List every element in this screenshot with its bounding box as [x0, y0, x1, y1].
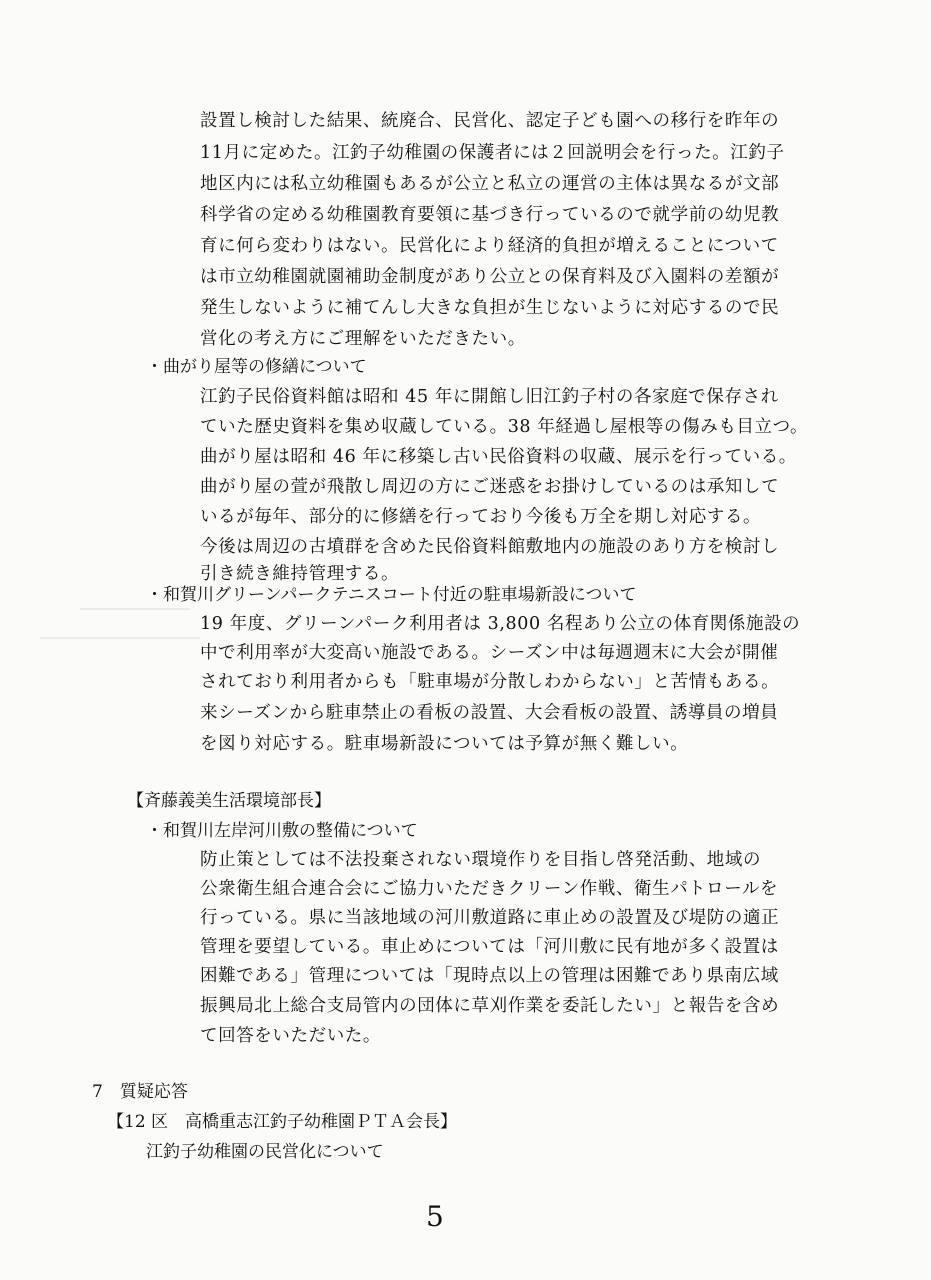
topic-heading: ・曲がり屋等の修繕について — [146, 357, 367, 377]
body-line: 困難である」管理については「現時点以上の管理は困難であり県南広域 — [200, 966, 779, 986]
body-line: 設置し検討した結果、統廃合、民営化、認定子ども園への移行を昨年の — [200, 111, 780, 131]
question-topic: 江釣子幼稚園の民営化について — [146, 1142, 384, 1162]
body-line: 発生しないように補てんし大きな負担が生じないように対応するので民 — [200, 298, 780, 318]
body-line: 地区内には私立幼稚園もあるが公立と私立の運営の主体は異なるが文部 — [200, 174, 780, 194]
body-line: を図り対応する。駐車場新設については予算が無く難しい。 — [200, 734, 689, 754]
body-line: 営化の考え方にご理解をいただきたい。 — [200, 329, 526, 349]
section-title: 7 質疑応答 — [92, 1082, 188, 1102]
body-line: 中で利用率が大変高い施設である。シーズン中は毎週週末に大会が開催 — [200, 643, 779, 663]
body-line: されており利用者からも「駐車場が分散しわからない」と苦情もある。 — [200, 672, 780, 692]
body-line: 防止策としては不法投棄されない環境作りを目指し啓発活動、地域の — [200, 850, 762, 870]
body-line: ていた歴史資料を集め収蔵している。38 年経過し屋根等の傷みも目立つ。 — [200, 417, 809, 437]
body-line: 来シーズンから駐車禁止の看板の設置、大会看板の設置、誘導員の増員 — [200, 703, 779, 723]
body-line: 公衆衛生組合連合会にご協力いただきクリーン作戦、衛生パトロールを — [200, 879, 779, 899]
body-line: 科学省の定める幼稚園教育要領に基づき行っているので就学前の幼児教 — [200, 205, 780, 225]
scan-smudge — [40, 637, 200, 639]
body-line: 行っている。県に当該地域の河川敷道路に車止めの設置及び堤防の適正 — [200, 908, 780, 928]
scan-smudge — [80, 608, 190, 610]
topic-heading: ・和賀川左岸河川敷の整備について — [146, 821, 418, 841]
body-line: 11月に定めた。江釣子幼稚園の保護者には２回説明会を行った。江釣子 — [200, 143, 785, 163]
body-line: 19 年度、グリーンパーク利用者は 3,800 名程あり公立の体育関係施設の — [200, 614, 801, 634]
body-line: 管理を要望している。車止めについては「河川敷に民有地が多く設置は — [200, 937, 779, 957]
body-line: 育に何ら変わりはない。民営化により経済的負担が増えることについて — [200, 236, 779, 256]
speaker-heading: 【12 区 高橋重志江釣子幼稚園ＰＴＡ会長】 — [107, 1112, 458, 1132]
body-line: 曲がり屋は昭和 46 年に移築し古い民俗資料の収蔵、展示を行っている。 — [200, 447, 797, 467]
body-line: は市立幼稚園就園補助金制度があり公立との保育料及び入園料の差額が — [200, 267, 780, 287]
body-line: て回答をいただいた。 — [200, 1026, 381, 1046]
body-line: 今後は周辺の古墳群を含めた民俗資料館敷地内の施設のあり方を検討し — [200, 537, 780, 557]
page-number: 5 — [426, 1200, 444, 1233]
body-line: 引き続き維持管理する。 — [200, 564, 400, 584]
topic-heading: ・和賀川グリーンパークテニスコート付近の駐車場新設について — [146, 585, 637, 605]
body-line: いるが毎年、部分的に修繕を行っており今後も万全を期し対応する。 — [200, 507, 762, 527]
speaker-heading: 【斉藤義美生活環境部長】 — [127, 791, 331, 811]
body-line: 曲がり屋の萱が飛散し周辺の方にご迷惑をお掛けしているのは承知して — [200, 477, 780, 497]
body-line: 江釣子民俗資料館は昭和 45 年に開館し旧江釣子村の各家庭で保存され — [200, 387, 779, 407]
body-line: 振興局北上総合支局管内の団体に草刈作業を委託したい」と報告を含め — [200, 996, 780, 1016]
